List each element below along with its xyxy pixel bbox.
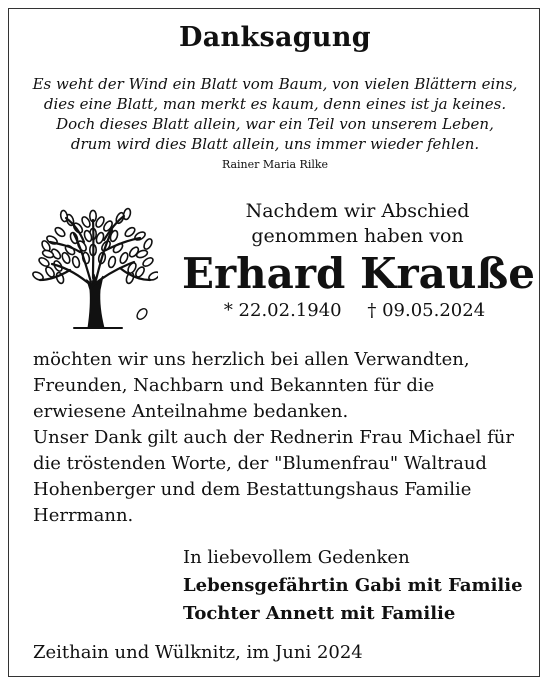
thanks-paragraph: Unser Dank gilt auch der Rednerin Frau Michael für die tröstenden Worte, der "Blumenfrau" Waltraud Hohenberger und dem Bestattungshaus Familie Herrmann.: [33, 427, 514, 526]
deceased-name: Erhard Krauße: [182, 249, 536, 298]
leaf-icon: [54, 226, 67, 238]
leaf-icon: [71, 256, 80, 268]
leaf-icon: [107, 256, 116, 268]
life-dates: [182, 300, 527, 321]
falling-leaf-icon: [135, 307, 149, 321]
death-date: † 09.05.2024: [367, 300, 486, 321]
leaf-icon: [142, 256, 155, 268]
signoff: [183, 544, 523, 628]
poem-line: drum wird dies Blatt allein, uns immer wieder fehlen.: [70, 135, 480, 153]
intro-text: [185, 199, 530, 249]
poem-line: dies eine Blatt, man merkt es kaum, denn eines ist ja keines.: [43, 95, 507, 113]
intro-line: Nachdem wir Abschied: [245, 200, 470, 222]
mourner-line: Tochter Annett mit Familie: [183, 603, 456, 624]
intro-line: genommen haben von: [251, 225, 464, 247]
poem-line: Es weht der Wind ein Blatt vom Baum, von vielen Blättern eins,: [32, 75, 518, 93]
thanks-paragraph: möchten wir uns herzlich bei allen Verwandten, Freunden, Nachbarn und Bekannten für die erwiesene Anteilnahme bedanken.: [33, 349, 470, 422]
leaf-icon: [60, 210, 68, 222]
leaf-icon: [119, 252, 130, 265]
poem: [0, 74, 550, 154]
poem-line: Doch dieses Blatt allein, war ein Teil von unserem Leben,: [56, 115, 494, 133]
leaf-icon: [122, 208, 131, 220]
mourner-line: Lebensgefährtin Gabi mit Familie: [183, 575, 523, 596]
thanks-body: [33, 347, 523, 529]
birth-date: * 22.02.1940: [223, 300, 342, 321]
notice-heading: Danksagung: [179, 22, 371, 53]
leaf-icon: [142, 238, 153, 251]
tree-icon: [30, 206, 158, 330]
place-and-date: Zeithain und Wülknitz, im Juni 2024: [33, 642, 363, 663]
signoff-intro: In liebevollem Gedenken: [183, 547, 410, 568]
poem-author: Rainer Maria Rilke: [221, 158, 329, 171]
